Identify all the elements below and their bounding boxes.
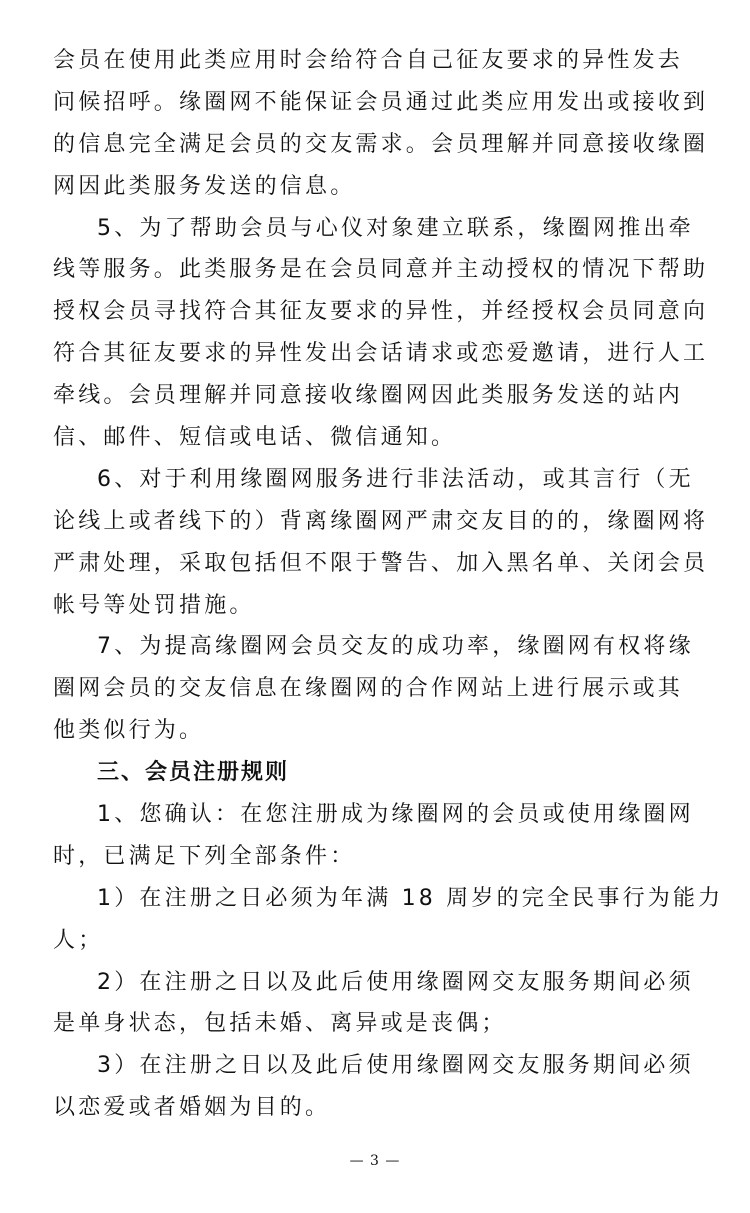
text-line: 牵线。会员理解并同意接收缘圈网因此类服务发送的站内: [53, 383, 684, 409]
document-body: [53, 40, 724, 1129]
text-line: 1、您确认：在您注册成为缘圈网的会员或使用缘圈网: [97, 802, 694, 828]
text-line: 1）在注册之日必须为年满 18 周岁的完全民事行为能力: [97, 885, 724, 911]
text-line: 问候招呼。缘圈网不能保证会员通过此类应用发出或接收到: [53, 89, 709, 115]
text-line: 的信息完全满足会员的交友需求。会员理解并同意接收缘圈: [53, 131, 709, 157]
text-line: 授权会员寻找符合其征友要求的异性，并经授权会员同意向: [53, 299, 709, 325]
text-line: 帐号等处罚措施。: [53, 592, 255, 618]
page-number: — 3 —: [349, 1153, 401, 1169]
text-line: 3）在注册之日以及此后使用缘圈网交友服务期间必须: [97, 1053, 694, 1079]
text-line: 圈网会员的交友信息在缘圈网的合作网站上进行展示或其: [53, 676, 684, 702]
text-line: 论线上或者线下的）背离缘圈网严肃交友目的的，缘圈网将: [53, 508, 709, 534]
text-line: 人；: [53, 927, 104, 953]
text-line: 网因此类服务发送的信息。: [53, 173, 356, 199]
text-line: 7、为提高缘圈网会员交友的成功率，缘圈网有权将缘: [97, 634, 694, 660]
text-line: 2）在注册之日以及此后使用缘圈网交友服务期间必须: [97, 969, 694, 995]
text-line: 6、对于利用缘圈网服务进行非法活动，或其言行（无: [97, 466, 694, 492]
text-line: 以恋爱或者婚姻为目的。: [53, 1095, 331, 1121]
text-line: 他类似行为。: [53, 718, 205, 744]
text-line: 严肃处理，采取包括但不限于警告、加入黑名单、关闭会员: [53, 550, 709, 576]
text-line: 符合其征友要求的异性发出会话请求或恋爱邀请，进行人工: [53, 341, 709, 367]
section-heading: 三、会员注册规则: [97, 760, 290, 786]
text-line: 信、邮件、短信或电话、微信通知。: [53, 425, 457, 451]
text-line: 是单身状态，包括未婚、离异或是丧偶；: [53, 1011, 507, 1037]
text-line: 5、为了帮助会员与心仪对象建立联系，缘圈网推出牵: [97, 215, 694, 241]
text-line: 会员在使用此类应用时会给符合自己征友要求的异性发去: [53, 48, 684, 73]
text-line: 线等服务。此类服务是在会员同意并主动授权的情况下帮助: [53, 257, 709, 283]
text-line: 时，已满足下列全部条件：: [53, 843, 356, 869]
